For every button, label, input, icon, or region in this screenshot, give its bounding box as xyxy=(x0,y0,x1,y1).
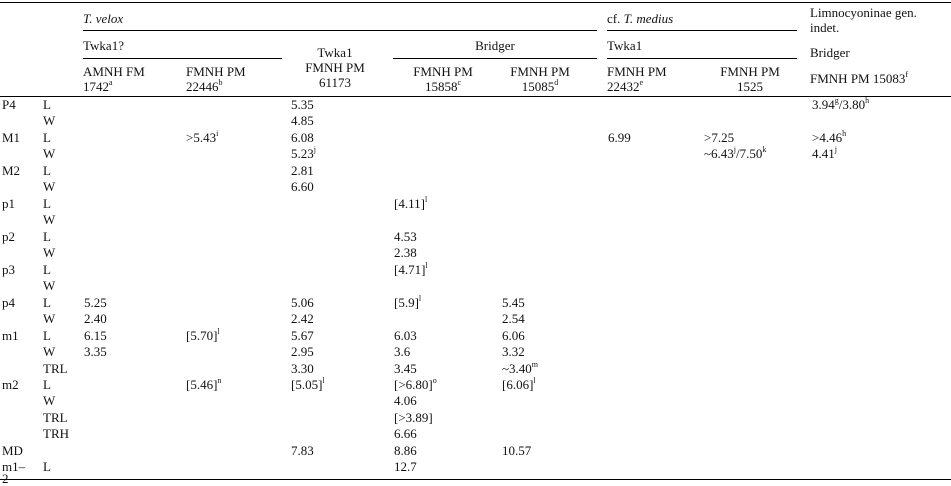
value-cell: $[5.05]^l$ xyxy=(291,376,325,392)
specimen-header: FMNH PM 1525 xyxy=(720,64,780,94)
measurement-label: L xyxy=(43,196,51,211)
measurement-label: TRL xyxy=(43,410,68,425)
measurement-label: W xyxy=(43,344,56,359)
specimen-header: FMNH PM 15083$^f$ xyxy=(810,70,909,86)
header-limnocyoninae: Limnocyoninae gen. indet. xyxy=(810,5,917,35)
measurement-label: TRL xyxy=(43,361,68,376)
value-cell: 5.06 xyxy=(291,295,314,310)
value-cell: 4.53 xyxy=(394,229,417,244)
measurement-label: W xyxy=(43,393,56,408)
value-cell: >7.25 xyxy=(704,130,735,145)
measurement-label: W xyxy=(43,212,56,227)
value-cell: 3.94$^g$/3.80$^h$ xyxy=(812,96,870,112)
formation-bridger-b: Bridger xyxy=(810,45,850,60)
formation-twka1-a: Twka1 xyxy=(317,45,353,60)
rule-bridger xyxy=(393,58,597,59)
value-cell: 2.40 xyxy=(84,311,107,326)
tooth-label: MD xyxy=(2,443,23,458)
value-cell: $[6.06]^l$ xyxy=(502,376,536,392)
measurement-label: L xyxy=(43,262,51,277)
value-cell: [>6.80]$^o$ xyxy=(394,376,437,392)
header-velox: T. velox xyxy=(83,11,124,26)
rule-medius xyxy=(607,30,797,31)
value-cell: $[5.46]^n$ xyxy=(186,376,222,392)
specimen-header: FMNH PM 15858$^c$ xyxy=(413,64,473,94)
value-cell: $>5.43^i$ xyxy=(186,129,219,145)
measurement-label: TRH xyxy=(43,426,69,441)
measurement-label: W xyxy=(43,146,56,161)
tooth-label: p3 xyxy=(2,262,15,277)
specimen-header: AMNH FM 1742$^a$ xyxy=(83,64,145,94)
value-cell: 2.42 xyxy=(291,311,314,326)
rule-twka1q xyxy=(83,58,282,59)
value-cell: 6.99 xyxy=(608,130,631,145)
value-cell: 2.38 xyxy=(394,245,417,260)
measurement-label: L xyxy=(43,97,51,112)
tooth-label: m2 xyxy=(2,377,19,392)
value-cell: [>3.89] xyxy=(394,410,433,425)
value-cell: 5.67 xyxy=(291,328,314,343)
header-medius: cf. T. medius xyxy=(607,11,674,26)
value-cell: 4.06 xyxy=(394,393,417,408)
value-cell: 3.32 xyxy=(502,344,525,359)
measurement-label: W xyxy=(43,278,56,293)
value-cell: $[5.9]^l$ xyxy=(394,294,422,310)
value-cell: 3.6 xyxy=(394,344,411,359)
specimen-header: FMNH PM 22446$^b$ xyxy=(186,64,246,94)
measurement-label: L xyxy=(43,459,51,474)
measurement-label: L xyxy=(43,328,51,343)
tooth-label: p4 xyxy=(2,295,15,310)
value-cell: 3.30 xyxy=(291,361,314,376)
value-cell: 6.60 xyxy=(291,179,314,194)
value-cell: 5.25 xyxy=(84,295,107,310)
value-cell: 6.08 xyxy=(291,130,314,145)
value-cell: ~3.40$^m$ xyxy=(502,360,539,376)
rule-twka1b xyxy=(607,58,797,59)
measurement-label: L xyxy=(43,130,51,145)
measurement-label: W xyxy=(43,179,56,194)
tooth-label: M1 xyxy=(2,130,21,145)
header-bottom-rule xyxy=(0,96,951,97)
specimen-header: FMNH PM 22432e xyxy=(607,64,667,94)
tooth-label: M2 xyxy=(2,163,21,178)
value-cell: 6.15 xyxy=(84,328,107,343)
tooth-label: 2 xyxy=(2,471,9,486)
value-cell: 5.35 xyxy=(291,97,314,112)
value-cell: 12.7 xyxy=(394,459,417,474)
value-cell: 4.41$^j$ xyxy=(812,145,837,161)
value-cell: >4.46$^h$ xyxy=(812,129,847,145)
measurement-label: L xyxy=(43,295,51,310)
value-cell: $[4.71]^l$ xyxy=(394,261,428,277)
value-cell: ~6.43$^j$/7.50$^k$ xyxy=(704,145,767,161)
value-cell: 3.45 xyxy=(394,361,417,376)
value-cell: 4.85 xyxy=(291,113,314,128)
value-cell: 2.95 xyxy=(291,344,314,359)
specimen-header: FMNH PM 61173 xyxy=(305,60,365,90)
measurement-label: L xyxy=(43,163,51,178)
value-cell: 8.86 xyxy=(394,443,417,458)
value-cell: 6.66 xyxy=(394,426,417,441)
tooth-label: P4 xyxy=(2,97,16,112)
value-cell: 2.54 xyxy=(502,311,525,326)
top-rule xyxy=(0,2,951,3)
formation-bridger-a: Bridger xyxy=(475,38,515,53)
value-cell: 10.57 xyxy=(502,443,532,458)
specimen-header: FMNH PM 15085$^d$ xyxy=(510,64,570,94)
tooth-label: p1 xyxy=(2,196,15,211)
measurement-label: L xyxy=(43,229,51,244)
value-cell: $[5.70]^l$ xyxy=(186,327,220,343)
measurement-label: L xyxy=(43,377,51,392)
measurement-label: W xyxy=(43,311,56,326)
value-cell: 6.03 xyxy=(394,328,417,343)
value-cell: 3.35 xyxy=(84,344,107,359)
value-cell: 2.81 xyxy=(291,163,314,178)
value-cell: 7.83 xyxy=(291,443,314,458)
tooth-label: p2 xyxy=(2,229,15,244)
formation-twka1q: Twka1? xyxy=(83,38,124,53)
measurement-label: W xyxy=(43,113,56,128)
value-cell: $[4.11]^l$ xyxy=(394,195,428,211)
formation-twka1-b: Twka1 xyxy=(607,38,643,53)
measurement-label: W xyxy=(43,245,56,260)
bottom-rule xyxy=(0,479,951,480)
value-cell: 5.45 xyxy=(502,295,525,310)
value-cell: 5.23$^j$ xyxy=(291,145,316,161)
tooth-label: m1– xyxy=(2,459,26,474)
tooth-label: m1 xyxy=(2,328,19,343)
rule-velox xyxy=(83,30,597,31)
value-cell: 6.06 xyxy=(502,328,525,343)
